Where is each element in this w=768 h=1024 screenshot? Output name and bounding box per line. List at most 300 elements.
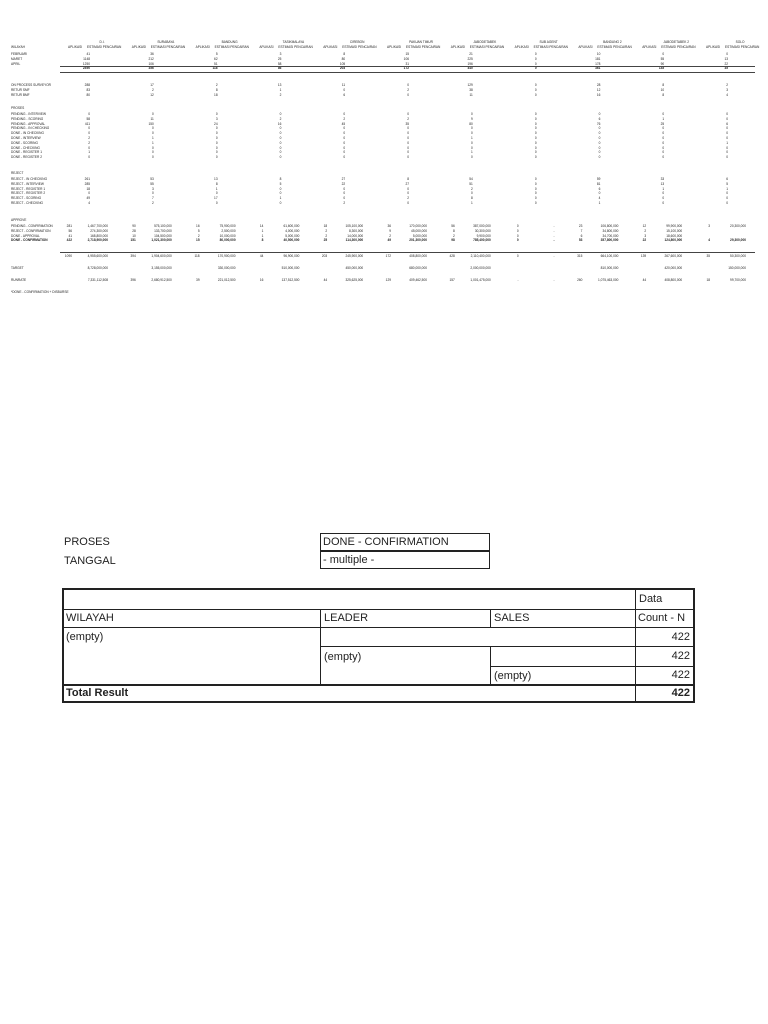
column-label-wilayah: WILAYAH (11, 45, 25, 49)
proses-value: 0 (662, 145, 665, 150)
reject-value: 49 (86, 196, 90, 201)
proses-value: 0 (662, 131, 665, 136)
info-value: 2 (215, 83, 218, 87)
proses-value: 0 (215, 112, 218, 116)
approve-aplikasi: 1 (261, 228, 264, 233)
reject-value: 1 (471, 201, 473, 205)
runrate-estimasi: 408,800,000 (664, 278, 683, 282)
subheader-aplikasi: APLIKASI (195, 45, 210, 49)
approve-aplikasi: 25 (323, 238, 328, 243)
month-value: 55 (660, 56, 665, 61)
proses-value: 0 (279, 126, 282, 131)
reject-value: 0 (215, 201, 218, 205)
info-value: 3 (726, 87, 728, 92)
runrate-estimasi: 1,075,463,000 (598, 278, 619, 282)
month-value: 90 (660, 61, 665, 66)
approve-aplikasi: 2 (197, 233, 200, 238)
subheader-estimasi: ESTIMASI PENCAIRAN (533, 45, 568, 49)
reject-value: 0 (534, 177, 537, 181)
proses-value: 0 (471, 145, 473, 150)
approve-estimasi: 168,800,000 (90, 233, 108, 238)
reject-value: 0 (534, 191, 537, 196)
column-header-wilayah[interactable]: WILAYAH (66, 612, 114, 624)
row-leader-empty[interactable]: (empty) (324, 651, 362, 663)
subheader-aplikasi: APLIKASI (259, 45, 274, 49)
reject-value: 0 (343, 196, 346, 201)
proses-value: 0 (598, 145, 601, 150)
section-title-proses-row (0, 107, 768, 112)
approve-aplikasi: 0 (516, 233, 519, 238)
approve-aplikasi: 9 (389, 228, 391, 233)
proses-value: 0 (343, 131, 346, 136)
month-value: 51 (214, 61, 218, 66)
approve-estimasi: 105,100,000 (345, 224, 364, 228)
proses-value: 0 (534, 145, 537, 150)
proses-value: 0 (215, 145, 218, 150)
month-value: 106 (148, 61, 154, 66)
runrate-estimasi: 1,001,475,000 (470, 278, 491, 282)
approve-estimasi: 785,400,000 (473, 238, 491, 243)
approve-estimasi: 133,700,000 (154, 228, 172, 233)
grand-total-estimasi: 96,900,000 (283, 254, 300, 258)
region-header: SOLO (735, 40, 745, 44)
info-value: 0 (407, 83, 409, 87)
reject-value: 7 (152, 196, 154, 201)
subheader-estimasi: ESTIMASI PENCAIRAN (87, 45, 122, 49)
row-sales-empty[interactable]: (empty) (494, 670, 532, 682)
approve-aplikasi: 2 (325, 233, 328, 238)
approve-aplikasi: 5 (197, 228, 200, 233)
proses-value: 58 (86, 116, 90, 121)
subheader-aplikasi: APLIKASI (706, 45, 721, 49)
proses-value: 0 (662, 126, 665, 131)
proses-value: 0 (534, 126, 537, 131)
reject-value: 8 (407, 177, 409, 181)
info-row (0, 94, 768, 99)
target-estimasi: 150,000,000 (728, 266, 746, 270)
subheader-aplikasi: APLIKASI (387, 45, 402, 49)
approve-aplikasi: 14 (259, 224, 264, 228)
proses-value: 0 (598, 126, 601, 131)
grand-total-aplikasi: 394 (130, 254, 136, 258)
month-value: 25 (277, 56, 282, 61)
month-value: 22 (724, 61, 728, 66)
month-label: MARET (11, 56, 23, 61)
info-value: 12 (596, 87, 601, 92)
target-estimasi: 450,000,000 (345, 266, 364, 270)
proses-value: 0 (152, 150, 154, 155)
approve-estimasi: 2,718,900,000 (87, 238, 108, 243)
proses-value: 0 (279, 112, 282, 116)
proses-value: 0 (88, 145, 90, 150)
approve-aplikasi: 41 (68, 233, 72, 238)
approve-aplikasi: 4 (708, 238, 710, 243)
proses-label: DONE - INTERVIEW (11, 136, 41, 140)
proses-value: 0 (662, 150, 665, 155)
month-value: 58 (277, 61, 282, 66)
month-value: 2490 (82, 66, 90, 71)
approve-estimasi: 34,700,000 (602, 233, 619, 238)
reject-value: 1 (215, 186, 218, 191)
reject-value: 0 (343, 191, 346, 196)
info-value: 13 (277, 83, 282, 87)
approve-estimasi: 80,000,000 (219, 238, 236, 243)
month-value: 62 (214, 56, 218, 61)
proses-value: 0 (343, 136, 346, 140)
reject-value: 0 (279, 191, 282, 196)
target-estimasi: 810,000,000 (600, 266, 619, 270)
grand-total-estimasi: 267,600,000 (664, 254, 683, 258)
proses-value: 0 (726, 116, 728, 121)
row1-count: 422 (671, 631, 690, 643)
proses-value: 0 (152, 126, 154, 131)
approve-estimasi: 387,000,000 (473, 224, 491, 228)
approve-estimasi: - (553, 233, 555, 238)
region-header: JABODETABEK (473, 40, 497, 44)
month-value: 5 (215, 52, 218, 56)
grand-total-estimasi: 4,955,600,000 (87, 254, 108, 258)
approve-estimasi: 14,000,000 (347, 233, 364, 238)
proses-value: 0 (726, 155, 728, 160)
reject-value: 285 (84, 181, 90, 186)
proses-label: PENDING - IN CHECKING (11, 126, 50, 131)
reject-value: 81 (596, 181, 601, 186)
subheader-estimasi: ESTIMASI PENCAIRAN (661, 45, 696, 49)
runrate-aplikasi: 260 (577, 278, 583, 282)
approve-aplikasi: 0 (516, 238, 519, 243)
month-value: 440 (467, 66, 473, 71)
proses-value: 0 (88, 155, 90, 160)
month-value: 10 (596, 52, 601, 56)
reject-value: 2 (343, 201, 346, 205)
reject-value: 1 (662, 186, 665, 191)
approve-estimasi: 114,300,000 (345, 238, 364, 243)
proses-value: 76 (596, 121, 601, 126)
grand-total-aplikasi: 35 (706, 254, 710, 258)
proses-value: 0 (343, 140, 346, 145)
proses-value: 80 (469, 121, 473, 126)
proses-value: 0 (215, 140, 218, 145)
row-wilayah-empty[interactable]: (empty) (66, 631, 104, 643)
section-title-reject-row (0, 172, 768, 177)
approve-aplikasi: 2 (644, 228, 647, 233)
approve-estimasi: 1,467,700,000 (87, 224, 108, 228)
month-value: 35 (724, 66, 728, 71)
proses-value: 1 (471, 150, 473, 155)
runrate-aplikasi: 157 (449, 278, 455, 282)
info-value: 4 (726, 92, 728, 97)
proses-value: 0 (152, 112, 154, 116)
proses-value: 0 (534, 112, 537, 116)
month-value: 3 (279, 52, 282, 56)
approve-estimasi: 18,600,000 (666, 233, 683, 238)
proses-value: 0 (152, 145, 154, 150)
reject-label: REJECT - REGISTER 2 (11, 191, 46, 196)
approve-label: REJECT - CONFIRMATION (11, 228, 51, 233)
proses-value: 0 (534, 136, 537, 140)
info-label: RETUR BMF (11, 92, 30, 97)
reject-value: 2 (471, 186, 473, 191)
reject-value: 0 (662, 191, 665, 196)
approve-aplikasi: 2 (453, 233, 455, 238)
approve-estimasi: 15,100,000 (666, 228, 683, 233)
month-label: APRIL (11, 61, 21, 66)
grand-total-aplikasi: 428 (449, 254, 455, 258)
runrate-estimasi: 7,331,112,508 (87, 278, 108, 282)
info-value: 8 (662, 92, 665, 97)
filter-tanggal-dropdown[interactable] (320, 551, 490, 569)
proses-label: DONE - SCORING (11, 140, 38, 145)
proses-value: 25 (660, 121, 665, 126)
reject-value: 0 (279, 186, 282, 191)
proses-value: 0 (215, 126, 218, 131)
proses-value: 1 (152, 136, 154, 140)
approve-estimasi: - (553, 228, 555, 233)
approve-estimasi: 30,300,000 (474, 228, 491, 233)
approve-estimasi: 75,900,000 (219, 224, 236, 228)
grand-total-estimasi: 664,100,000 (600, 254, 619, 258)
approve-estimasi: 40,500,000 (283, 238, 300, 243)
info-value: 28 (596, 83, 601, 87)
proses-value: 0 (471, 126, 473, 131)
grand-total-estimasi: 245,900,000 (345, 254, 364, 258)
info-value: 0 (343, 87, 346, 92)
info-value: 1 (279, 87, 282, 92)
approve-estimasi: 5,000,000 (285, 233, 300, 238)
section-title-proses: PROSES (11, 106, 25, 110)
reject-value: 261 (84, 177, 90, 181)
month-value: 1250 (82, 61, 90, 66)
reject-value: 0 (534, 196, 537, 201)
reject-value: 0 (726, 196, 728, 201)
month-value: 31 (405, 61, 409, 66)
proses-label: DONE - IN CHECKING (11, 131, 44, 136)
reject-value: 51 (469, 181, 473, 186)
runrate-estimasi: 99,700,000 (730, 278, 746, 282)
month-value: 0 (726, 52, 728, 56)
reject-value: 5 (279, 181, 282, 186)
column-header-leader[interactable]: LEADER (324, 612, 369, 624)
info-value: 2 (407, 87, 409, 92)
proses-value: 0 (471, 155, 473, 160)
proses-value: 0 (662, 112, 665, 116)
reject-value: 0 (471, 191, 473, 196)
region-header: SUB AGENT (539, 40, 558, 44)
proses-value: 0 (598, 131, 601, 136)
approve-aplikasi: 36 (387, 224, 391, 228)
proses-value: 0 (152, 131, 154, 136)
footnote: *DONE - CONFIRMATION + DISBURSE (11, 290, 69, 294)
proses-value: 0 (88, 126, 90, 131)
filter-tanggal-label: TANGGAL (64, 555, 116, 567)
proses-value: 35 (405, 121, 409, 126)
reject-value: 0 (726, 201, 728, 205)
month-value: 0 (534, 66, 537, 71)
runrate-estimasi: 221,012,500 (217, 278, 236, 282)
approve-aplikasi: 28 (132, 228, 136, 233)
approve-aplikasi: 15 (196, 238, 200, 243)
proses-row (0, 156, 768, 161)
info-value: 16 (596, 92, 601, 97)
approve-estimasi: 99,900,000 (666, 224, 683, 228)
reject-value: 0 (279, 201, 282, 205)
proses-value: 2 (88, 136, 90, 140)
total-result-label: Total Result (66, 687, 129, 699)
month-value: 225 (467, 56, 473, 61)
month-value: 356 (148, 66, 154, 71)
month-value: 0 (662, 52, 665, 56)
proses-value: 0 (534, 150, 537, 155)
info-value: 288 (84, 83, 90, 87)
approve-aplikasi: 7 (580, 228, 583, 233)
reject-value: 6 (598, 186, 601, 191)
subheader-aplikasi: APLIKASI (323, 45, 338, 49)
subheader-aplikasi: APLIKASI (131, 45, 146, 49)
approve-aplikasi: 56 (68, 228, 72, 233)
reject-label: REJECT - IN CHECKING (11, 177, 48, 181)
grand-total-aplikasi: 203 (321, 254, 328, 258)
month-value: 118 (212, 66, 218, 71)
row2-count: 422 (671, 650, 690, 662)
proses-value: 2 (407, 116, 409, 121)
reject-value: 5 (726, 181, 728, 186)
subheader-aplikasi: APLIKASI (642, 45, 657, 49)
info-value: 10 (660, 87, 665, 92)
month-value: 172 (403, 66, 409, 71)
info-value: 0 (407, 92, 409, 97)
month-value: 36 (150, 52, 154, 56)
target-estimasi: 330,000,000 (217, 266, 236, 270)
proses-value: 0 (215, 136, 218, 140)
proses-value: 0 (598, 150, 601, 155)
proses-value: 0 (215, 155, 218, 160)
column-header-count[interactable]: Count - N (638, 612, 686, 624)
proses-value: 0 (407, 112, 409, 116)
approve-aplikasi: 1 (261, 233, 264, 238)
section-title-reject: REJECT (11, 171, 24, 175)
grand-total-estimasi: 1,904,600,000 (151, 254, 172, 258)
approve-aplikasi: 3 (644, 233, 647, 238)
reject-label: REJECT - INTERVIEW (11, 181, 44, 186)
runrate-aplikasi: 18 (706, 278, 710, 282)
reject-value: 0 (88, 191, 90, 196)
reject-value: 0 (152, 191, 154, 196)
grand-total-aplikasi: 172 (385, 254, 391, 258)
subheader-estimasi: ESTIMASI PENCAIRAN (214, 45, 249, 49)
reject-value: 8 (471, 196, 473, 201)
proses-value: 6 (598, 116, 601, 121)
proses-value: 0 (534, 121, 537, 126)
proses-value: 0 (407, 145, 409, 150)
proses-value: 1 (152, 140, 154, 145)
proses-label: PENDING - SCORING (11, 116, 44, 121)
reject-value: 4 (88, 201, 90, 205)
approve-aplikasi: 281 (66, 224, 72, 228)
proses-value: 0 (215, 131, 218, 136)
proses-value: 0 (407, 155, 409, 160)
approve-aplikasi: 2 (325, 228, 328, 233)
grand-total-estimasi: 50,300,000 (730, 254, 746, 258)
proses-value: 0 (407, 136, 409, 140)
proses-value: 0 (152, 155, 154, 160)
proses-value: 0 (215, 150, 218, 155)
info-value: 129 (467, 83, 473, 87)
info-value: 8 (215, 87, 218, 92)
proses-value: 2 (279, 116, 282, 121)
month-value: 1148 (83, 56, 90, 61)
info-value: 0 (534, 92, 537, 97)
runrate-row (0, 279, 768, 284)
proses-value: 0 (343, 150, 346, 155)
proses-value: 16 (277, 121, 282, 126)
filter-proses-dropdown[interactable] (320, 533, 490, 551)
proses-value: 0 (407, 140, 409, 145)
proses-value: 0 (279, 155, 282, 160)
proses-value: 0 (279, 136, 282, 140)
subheader-aplikasi: APLIKASI (514, 45, 529, 49)
proses-value: 0 (407, 126, 409, 131)
month-value: 0 (534, 61, 537, 66)
proses-value: 0 (279, 150, 282, 155)
approve-aplikasi: 18 (323, 224, 328, 228)
proses-value: 9 (471, 116, 473, 121)
approve-estimasi: 1,021,300,000 (151, 238, 172, 243)
approve-estimasi: 34,800,000 (602, 228, 619, 233)
reject-label: REJECT - REGISTER 1 (11, 186, 46, 191)
approve-estimasi: 170,000,000 (409, 224, 427, 228)
grand-total-aplikasi: 139 (640, 254, 647, 258)
approve-aplikasi: 98 (451, 238, 455, 243)
month-value: 181 (595, 56, 601, 61)
reject-value: 0 (534, 181, 537, 186)
month-value: 145 (658, 66, 665, 71)
approve-estimasi: 9,900,000 (476, 233, 491, 238)
approve-estimasi: 124,800,000 (664, 238, 683, 243)
runrate-estimasi: 2,680,912,500 (151, 278, 172, 282)
reject-value: 8 (279, 177, 282, 181)
reject-value: 59 (596, 177, 601, 181)
subheader-estimasi: ESTIMASI PENCAIRAN (469, 45, 505, 49)
approve-aplikasi: 90 (132, 224, 136, 228)
reject-value: 18 (86, 186, 90, 191)
footnote-row (0, 291, 768, 296)
grand-total-estimasi: - (553, 254, 555, 258)
region-header: D.I. (99, 40, 105, 44)
grand-total-aplikasi: 1090 (64, 254, 72, 258)
month-value: 13 (724, 56, 728, 61)
runrate-estimasi: - (553, 278, 555, 282)
proses-value: 0 (407, 131, 409, 136)
divider (60, 72, 755, 73)
reject-value: 27 (341, 177, 346, 181)
proses-value: 1 (662, 116, 665, 121)
subheader-estimasi: ESTIMASI PENCAIRAN (725, 45, 760, 49)
reject-value: 0 (407, 201, 409, 205)
month-value: 41 (86, 52, 90, 56)
proses-value: 0 (279, 131, 282, 136)
subheader-estimasi: ESTIMASI PENCAIRAN (342, 45, 377, 49)
column-header-sales[interactable]: SALES (494, 612, 530, 624)
reject-value: 3 (152, 186, 154, 191)
subheader-aplikasi: APLIKASI (578, 45, 593, 49)
approve-estimasi: 29,300,000 (730, 238, 746, 243)
runrate-label: RUNRATE (11, 278, 27, 282)
reject-value: 6 (726, 177, 728, 181)
filter-proses-label: PROSES (64, 536, 110, 548)
approve-estimasi: - (553, 224, 555, 228)
month-value: 0 (534, 56, 537, 61)
info-value: 2 (726, 83, 728, 87)
